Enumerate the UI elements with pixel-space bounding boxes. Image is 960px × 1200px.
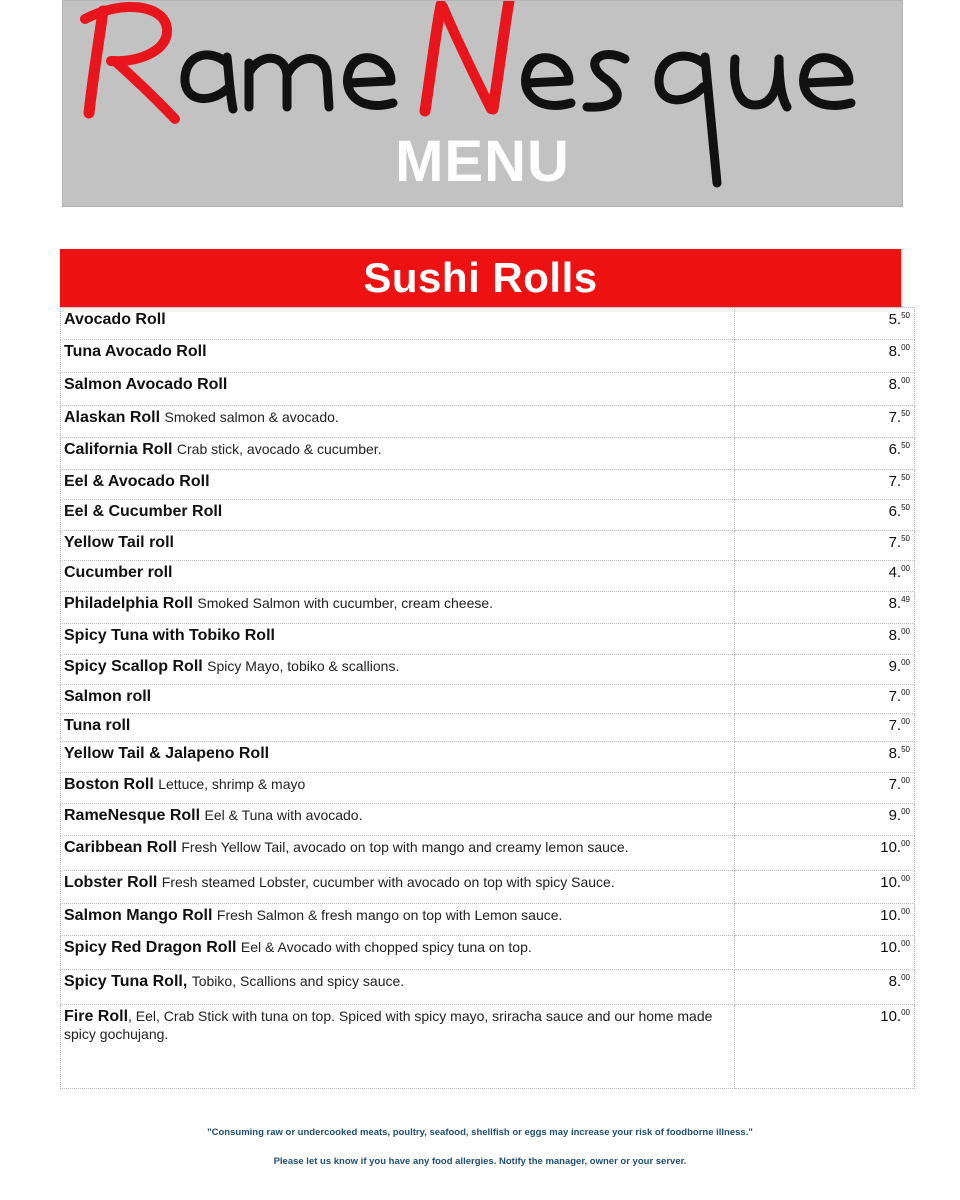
item-price — [735, 773, 915, 804]
item-name: Tuna Avocado Roll — [64, 343, 207, 360]
menu-item-row — [61, 685, 915, 714]
item-name: Yellow Tail roll — [64, 534, 174, 551]
price-dollars: 10. — [880, 907, 902, 924]
price-dollars: 6. — [888, 441, 902, 458]
menu-item-row — [61, 804, 915, 836]
price-cents: 50 — [901, 311, 910, 320]
item-name-cell — [61, 592, 735, 624]
item-name: Salmon roll — [64, 688, 152, 705]
item-name: Tuna roll — [64, 717, 131, 734]
section-header — [60, 249, 901, 307]
item-name-cell — [61, 714, 735, 742]
item-name-cell — [61, 871, 735, 904]
price-dollars: 7. — [888, 473, 902, 490]
item-price — [735, 871, 915, 904]
price-dollars: 8. — [888, 376, 902, 393]
item-price — [735, 655, 915, 685]
price-cents: 00 — [901, 776, 910, 785]
item-price — [735, 340, 915, 373]
item-description: , Eel, Crab Stick with tuna on top. Spiced with spicy mayo, sriracha sauce and our home made spicy gochujang. — [64, 1008, 713, 1042]
price-dollars: 5. — [888, 311, 902, 328]
price-cents: 50 — [901, 745, 910, 754]
price-cents: 00 — [901, 717, 910, 726]
item-price — [735, 685, 915, 714]
item-name: Avocado Roll — [64, 311, 166, 328]
item-name-cell — [61, 373, 735, 406]
item-name-cell — [61, 804, 735, 836]
item-price — [735, 500, 915, 531]
item-description: Eel & Avocado with chopped spicy tuna on top. — [240, 939, 532, 955]
price-cents: 00 — [901, 688, 910, 697]
price-dollars: 7. — [888, 688, 902, 705]
item-name: Caribbean Roll — [64, 839, 177, 856]
menu-item-row — [61, 406, 915, 438]
item-name-cell — [61, 773, 735, 804]
item-name: Spicy Tuna Roll, — [64, 973, 188, 990]
menu-item-row — [61, 904, 915, 936]
logo-letter-r — [85, 7, 175, 119]
price-dollars: 8. — [888, 745, 902, 762]
price-dollars: 7. — [888, 717, 902, 734]
menu-item-row — [61, 561, 915, 592]
item-price — [735, 561, 915, 592]
item-name: Eel & Cucumber Roll — [64, 503, 223, 520]
item-price — [735, 714, 915, 742]
price-cents: 00 — [901, 907, 910, 916]
item-price — [735, 936, 915, 970]
menu-item-row — [61, 592, 915, 624]
menu-item-row — [61, 531, 915, 561]
item-name: Lobster Roll — [64, 874, 158, 891]
item-name: California Roll — [64, 441, 173, 458]
menu-label: MENU — [395, 129, 570, 194]
logo-letters-ame — [185, 55, 393, 109]
item-description: Fresh steamed Lobster, cucumber with avocado on top with spicy Sauce. — [161, 874, 615, 890]
item-name-cell — [61, 904, 735, 936]
menu-item-row — [61, 773, 915, 804]
item-name: Spicy Red Dragon Roll — [64, 939, 237, 956]
price-cents: 00 — [901, 376, 910, 385]
price-cents: 00 — [901, 564, 910, 573]
allergy-notice: Please let us know if you have any food allergies. Notify the manager, owner or your server. — [273, 1156, 687, 1167]
menu-item-row — [61, 308, 915, 340]
price-cents: 00 — [901, 973, 910, 982]
item-description: Fresh Yellow Tail, avocado on top with mango and creamy lemon sauce. — [181, 839, 629, 855]
menu-table — [60, 307, 915, 1089]
price-dollars: 8. — [888, 973, 902, 990]
item-name: Philadelphia Roll — [64, 595, 193, 612]
price-dollars: 10. — [880, 1008, 902, 1025]
item-price — [735, 742, 915, 773]
price-dollars: 7. — [888, 534, 902, 551]
item-name-cell — [61, 836, 735, 871]
item-name: RameNesque Roll — [64, 807, 201, 824]
section-title: Sushi Rolls — [363, 254, 598, 301]
menu-item-row — [61, 1005, 915, 1089]
item-name: Spicy Scallop Roll — [64, 658, 203, 675]
menu-item-row — [61, 438, 915, 470]
menu-item-row — [61, 936, 915, 970]
price-dollars: 10. — [880, 874, 902, 891]
menu-item-row — [61, 871, 915, 904]
price-dollars: 4. — [888, 564, 902, 581]
item-name: Yellow Tail & Jalapeno Roll — [64, 745, 270, 762]
item-price — [735, 970, 915, 1005]
item-name-cell — [61, 970, 735, 1005]
item-name: Salmon Mango Roll — [64, 907, 213, 924]
item-name-cell — [61, 561, 735, 592]
item-description: Tobiko, Scallions and spicy sauce. — [191, 973, 405, 989]
price-cents: 00 — [901, 807, 910, 816]
item-description: Smoked Salmon with cucumber, cream cheese. — [197, 595, 494, 611]
foodborne-warning: "Consuming raw or undercooked meats, poultry, seafood, shellfish or eggs may increase your risk of foodborne illness." — [207, 1127, 753, 1138]
price-dollars: 10. — [880, 839, 902, 856]
price-dollars: 9. — [888, 807, 902, 824]
logo-letter-n — [425, 1, 509, 111]
item-description: Fresh Salmon & fresh mango on top with Lemon sauce. — [216, 907, 563, 923]
item-name-cell — [61, 655, 735, 685]
item-name-cell — [61, 340, 735, 373]
price-dollars: 9. — [888, 658, 902, 675]
item-name-cell — [61, 470, 735, 500]
price-cents: 00 — [901, 1008, 910, 1017]
item-price — [735, 406, 915, 438]
item-name: Alaskan Roll — [64, 409, 161, 426]
item-price — [735, 904, 915, 936]
item-name: Fire Roll — [64, 1008, 129, 1025]
price-cents: 00 — [901, 658, 910, 667]
item-name: Salmon Avocado Roll — [64, 376, 228, 393]
item-price — [735, 1005, 915, 1089]
price-dollars: 6. — [888, 503, 902, 520]
item-name-cell — [61, 308, 735, 340]
item-price — [735, 624, 915, 655]
item-price — [735, 308, 915, 340]
item-price — [735, 592, 915, 624]
item-name-cell — [61, 624, 735, 655]
item-name: Spicy Tuna with Tobiko Roll — [64, 627, 275, 644]
menu-item-row — [61, 373, 915, 406]
price-cents: 00 — [901, 874, 910, 883]
item-description: Eel & Tuna with avocado. — [204, 807, 363, 823]
item-name-cell — [61, 531, 735, 561]
item-price — [735, 836, 915, 871]
price-dollars: 7. — [888, 776, 902, 793]
price-cents: 50 — [901, 441, 910, 450]
item-name: Eel & Avocado Roll — [64, 473, 210, 490]
price-cents: 00 — [901, 939, 910, 948]
menu-item-row — [61, 655, 915, 685]
price-cents: 50 — [901, 409, 910, 418]
menu-body — [61, 308, 915, 1089]
menu-item-row — [61, 970, 915, 1005]
item-description: Spicy Mayo, tobiko & scallions. — [207, 658, 400, 674]
item-description: Crab stick, avocado & cucumber. — [176, 441, 382, 457]
menu-item-row — [61, 500, 915, 531]
menu-item-row — [61, 624, 915, 655]
item-description: Lettuce, shrimp & mayo — [158, 776, 306, 792]
item-name-cell — [61, 500, 735, 531]
item-name-cell — [61, 438, 735, 470]
price-cents: 00 — [901, 343, 910, 352]
item-name: Cucumber roll — [64, 564, 173, 581]
header-banner — [62, 0, 903, 207]
item-description: Smoked salmon & avocado. — [164, 409, 339, 425]
price-cents: 50 — [901, 534, 910, 543]
item-price — [735, 438, 915, 470]
item-name-cell — [61, 1005, 735, 1089]
item-name-cell — [61, 936, 735, 970]
price-dollars: 7. — [888, 409, 902, 426]
item-price — [735, 804, 915, 836]
item-price — [735, 373, 915, 406]
item-name-cell — [61, 742, 735, 773]
price-cents: 00 — [901, 839, 910, 848]
item-price — [735, 531, 915, 561]
menu-item-row — [61, 470, 915, 500]
price-cents: 00 — [901, 627, 910, 636]
price-dollars: 8. — [888, 595, 902, 612]
price-cents: 50 — [901, 473, 910, 482]
menu-item-row — [61, 340, 915, 373]
menu-item-row — [61, 742, 915, 773]
price-dollars: 8. — [888, 627, 902, 644]
price-cents: 49 — [901, 595, 910, 604]
price-dollars: 10. — [880, 939, 902, 956]
item-name-cell — [61, 685, 735, 714]
price-dollars: 8. — [888, 343, 902, 360]
menu-item-row — [61, 836, 915, 871]
item-name-cell — [61, 406, 735, 438]
price-cents: 50 — [901, 503, 910, 512]
menu-item-row — [61, 714, 915, 742]
item-name: Boston Roll — [64, 776, 154, 793]
item-price — [735, 470, 915, 500]
